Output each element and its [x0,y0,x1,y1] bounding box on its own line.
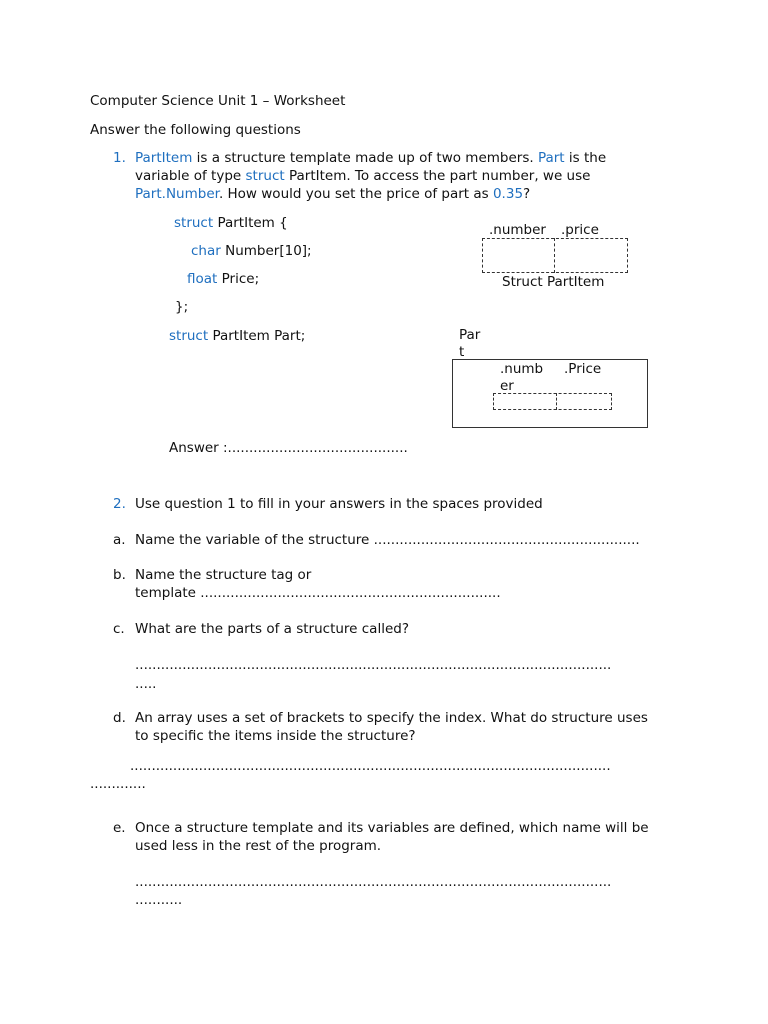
worksheet-intro: Answer the following questions [90,122,301,138]
struct-variable-inner-box [493,393,612,410]
code-text: Price; [217,271,260,287]
diagram-label-price-2: .Price [564,361,602,377]
text-span: PartItem. To access the part number, we use [284,168,591,184]
item-letter: e. [113,820,126,836]
item-d-answer-line-cont[interactable]: ............. [90,776,146,792]
term-partitem: PartItem [135,150,193,166]
item-a-text[interactable]: Name the variable of the structure .............................................................. [135,532,640,548]
diagram-label-number: .number [489,222,546,238]
item-d-text-1: An array uses a set of brackets to specify the index. What do structure uses [135,710,648,726]
term-price-value: 0.35 [492,186,524,202]
code-keyword: struct [174,215,214,231]
question-number: 2. [113,496,126,512]
code-text: PartItem { [213,215,288,231]
text-span: variable of type [135,168,246,184]
code-keyword: struct [169,328,209,344]
code-line-2 [191,242,312,260]
item-c-answer-line[interactable]: ............................................................................................................... [135,657,612,673]
diagram-label-number-2: er [500,378,514,394]
struct-variable-divider [556,393,557,410]
item-e-text-2: used less in the rest of the program. [135,838,382,854]
worksheet-title: Computer Science Unit 1 – Worksheet [90,93,346,109]
diagram-label-part-2: t [459,344,465,360]
diagram-label-number-1: .numb [500,361,544,377]
question-number: 1. [113,150,126,166]
code-line-4: }; [175,299,189,315]
item-e-text-1: Once a structure template and its variables are defined, which name will be [135,820,649,836]
term-struct: struct [245,168,285,184]
diagram-label-price: .price [561,222,599,238]
item-letter: a. [113,532,126,548]
code-keyword: float [187,271,218,287]
item-letter: b. [113,567,126,583]
code-line-3 [187,270,259,288]
answer-line[interactable]: Answer :.......................................... [169,440,408,456]
question-2-text: Use question 1 to fill in your answers in the spaces provided [135,496,543,512]
item-b-text: Name the structure tag or [135,567,312,583]
struct-template-divider [554,238,555,273]
text-span: is a structure template made up of two members. [192,150,538,166]
code-line-5 [169,327,305,345]
question-1-line-1 [135,149,606,167]
item-e-answer-line[interactable]: ............................................................................................................... [135,874,612,890]
code-keyword: char [191,243,221,259]
item-letter: c. [113,621,125,637]
code-text: Number[10]; [220,243,312,259]
diagram-label-part-1: Par [459,327,481,343]
item-b-answer-line[interactable]: template ...................................................................... [135,585,501,601]
item-d-text-2: to specific the items inside the structure? [135,728,416,744]
diagram-caption: Struct PartItem [502,274,605,290]
item-letter: d. [113,710,126,726]
term-part: Part [537,150,565,166]
item-c-text: What are the parts of a structure called? [135,621,410,637]
term-part-number: Part.Number [135,186,219,202]
struct-template-box [482,238,628,273]
question-1-line-2 [135,167,590,185]
code-text: PartItem Part; [208,328,306,344]
item-d-answer-line[interactable]: ................................................................................................................ [130,758,611,774]
item-e-answer-line-cont[interactable]: ........... [135,892,183,908]
question-1-line-3 [135,185,530,203]
item-c-answer-line-cont[interactable]: ..... [135,676,157,692]
text-span: ? [523,186,531,202]
text-span: is the [564,150,607,166]
code-line-1 [174,214,288,232]
text-span: . How would you set the price of part as [218,186,493,202]
